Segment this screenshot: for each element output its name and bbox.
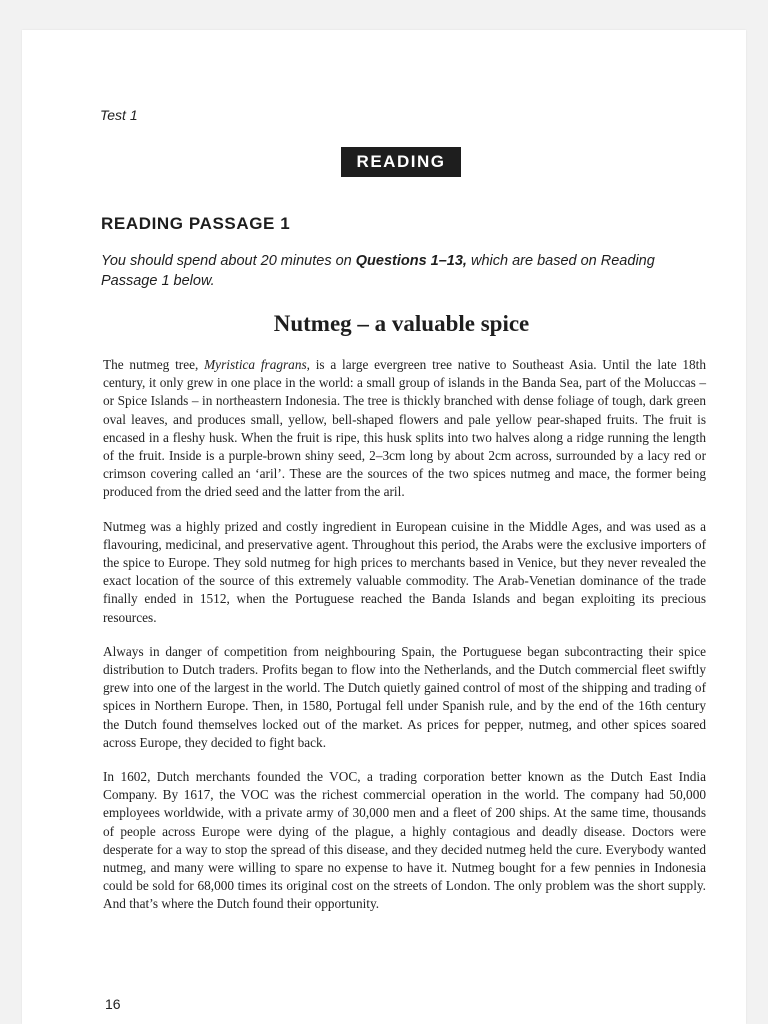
passage-heading: READING PASSAGE 1 [101,214,291,233]
article-body [103,356,706,930]
instruction-pre: You should spend about 20 minutes on [101,253,356,269]
running-head: Test 1 [100,107,138,123]
article-title: Nutmeg – a valuable spice [273,311,530,336]
paragraph: Nutmeg was a highly prized and costly ingredient in European cuisine in the Middle Ages, and was used as a flavouring, medicinal, and preservative agent. Throughout this period, the Arabs were the exclusive importers of the spice to Europe. They sold nutmeg for high prices to merchants based in Venice, but they never revealed the exact location of the source of this extremely valuable commodity. The Arab-Venetian dominance of the trade finally ended in 1512, when the Portuguese reached the Banda Islands and began exploiting its precious resources. [103,518,706,625]
instruction-post: which are based on Reading Passage 1 below. [101,253,655,289]
instruction-questions: Questions 1–13, [355,253,467,269]
paragraph-text: The nutmeg tree, [103,357,205,372]
paragraph: Always in danger of competition from neighbouring Spain, the Portuguese began subcontracting their spice distribution to Dutch traders. Profits began to flow into the Netherlands, and the Dutch commercial fleet swiftly grew into one of the largest in the world. The Dutch quietly gained control of most of the shipping and trading of spices in Northern Europe. Then, in 1580, Portugal fell under Spanish rule, and by the end of the 16th century the Dutch found themselves locked out of the market. As prices for pepper, nutmeg, and other spices soared across Europe, they decided to fight back. [103,643,706,750]
paragraph-text: , is a large evergreen tree native to Southeast Asia. Until the late 18th century, it only grew in one place in the world: a small group of islands in the Banda Sea, part of the Moluccas – or Spice Islands – in northeastern Indonesia. The tree is thickly branched with dense foliage of tough, dark green oval leaves, and produces small, yellow, bell-shaped flowers and pale yellow pear-shaped fruits. The fruit is encased in a fleshy husk. When the fruit is ripe, this husk splits into two halves along a ridge running the length of the fruit. Inside is a purple-brown shiny seed, 2–3cm long by about 2cm across, surrounded by a lacy red or crimson covering called an ‘aril’. These are the sources of the two spices nutmeg and mace, the former being produced from the dried seed and the latter from the aril. [103,357,707,500]
paragraph [103,356,706,502]
page-number: 16 [105,996,121,1012]
paragraph: In 1602, Dutch merchants founded the VOC, a trading corporation better known as the Dutch East India Company. By 1617, the VOC was the richest commercial operation in the world. The company had 50,000 employees worldwide, with a private army of 30,000 men and a fleet of 200 ships. At the same time, thousands of people across Europe were dying of the plague, a highly contagious and deadly disease. Doctors were desperate for a way to stop the spread of this disease, and they decided nutmeg held the cure. Everybody wanted nutmeg, and many were willing to spare no expense to have it. Nutmeg bought for a few pennies in Indonesia could be sold for 68,000 times its original cost on the streets of London. The only problem was the short supply. And that’s where the Dutch found their opportunity. [103,769,706,912]
scientific-name: Myristica fragrans [204,357,307,372]
section-banner: READING [341,147,461,177]
instruction-text [101,251,701,291]
